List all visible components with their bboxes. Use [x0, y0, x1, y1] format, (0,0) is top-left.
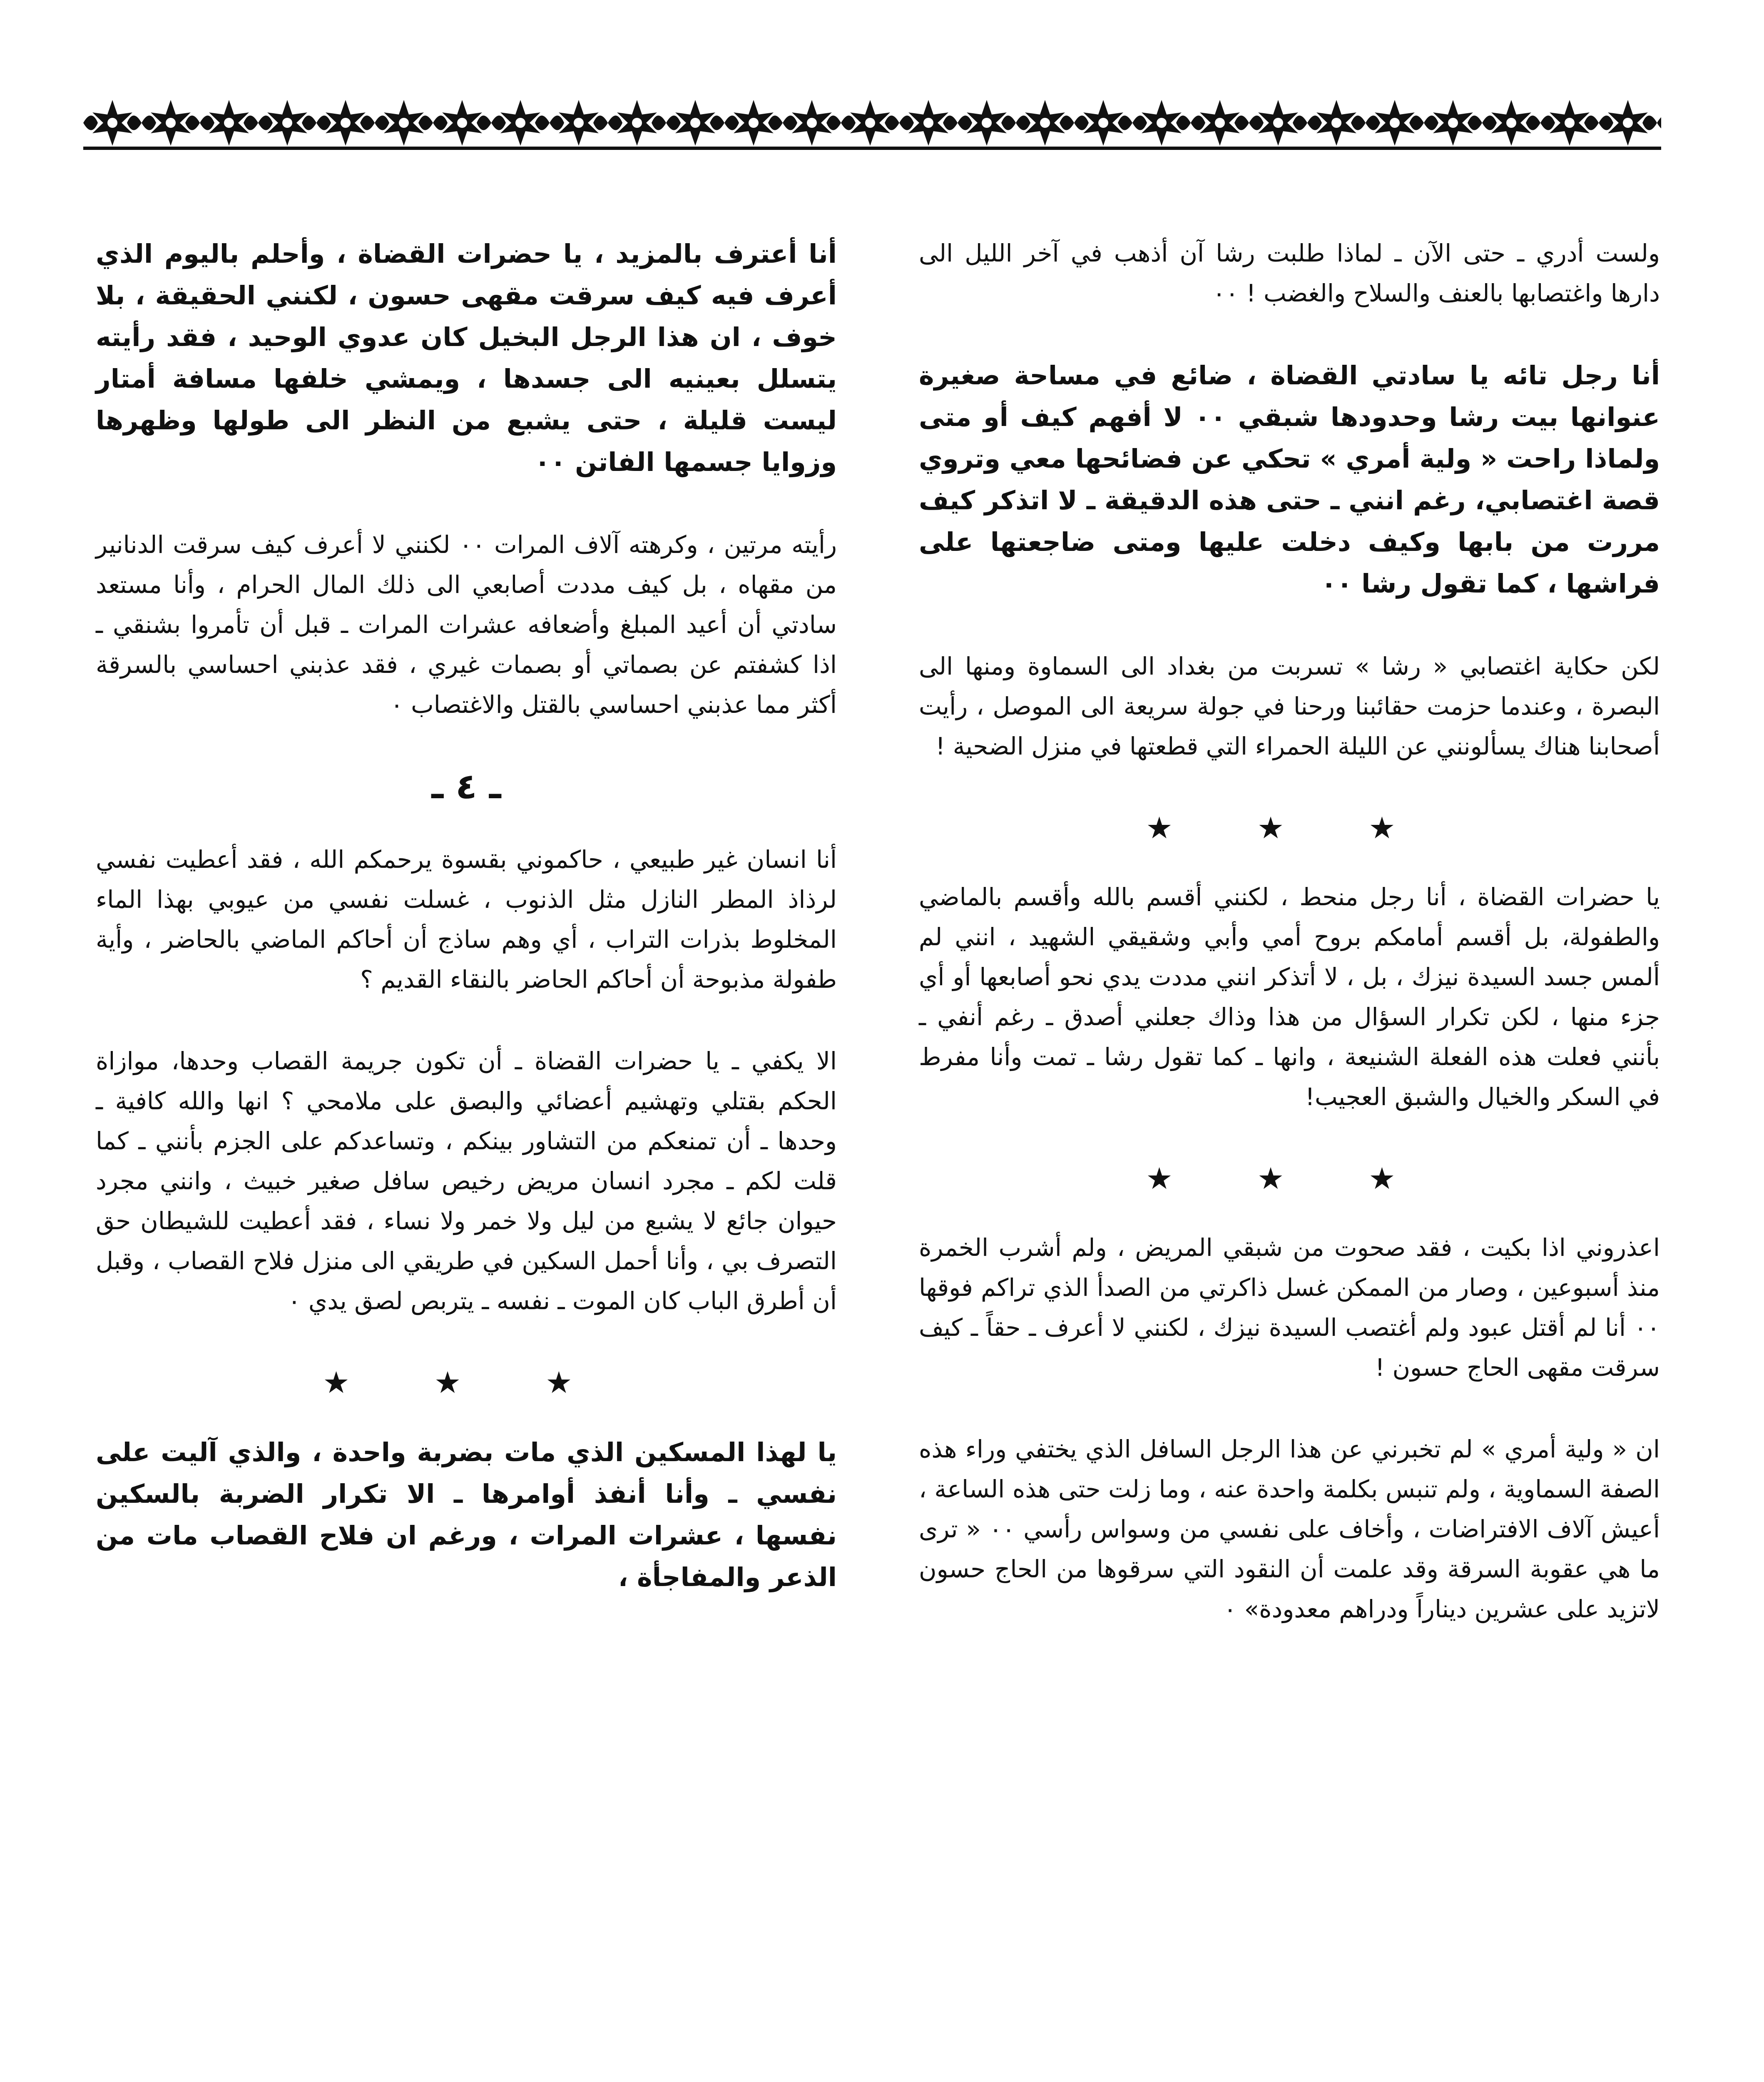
paragraph: ان « ولية أمري » لم تخبرني عن هذا الرجل السافل الذي يختفي وراء هذه الصفة السماوية ، ولم تنبس بكلمة واحدة عنه ، وما زلت حتى هذه الساعة ، أعيش آلاف الافتراضات ، وأخاف على نفسي من وسواس رأسي ٠٠ « ترى ما هي عقوبة السرقة وقد علمت أن النقود التي سرقوها من الحاج حسون لاتزيد على عشرين ديناراً ودراهم معدودة» ٠: [919, 1435, 1660, 1623]
section-separator-stars: ★ ★ ★: [1146, 1161, 1433, 1196]
right-column: [919, 233, 1660, 1671]
section-separator-stars: ★ ★ ★: [1146, 810, 1433, 845]
paragraph-bold: يا لهذا المسكين الذي مات بضربة واحدة ، والذي آليت على نفسي ـ وأنا أنفذ أوامرها ـ الا تكرار الضربة بالسكين نفسها ، عشرات المرات ، ورغم ان فلاح القصاب مات من الذعر والمفاجأة ،: [96, 1437, 837, 1592]
left-column: [96, 233, 837, 1640]
paragraph: أنا انسان غير طبيعي ، حاكموني بقسوة يرحمكم الله ، فقد أعطيت نفسي لرذاذ المطر النازل مثل الذنوب ، غسلت نفسي من عيوبي بهذا الماء المخلوط بذرات التراب ، أي وهم ساذج أن أحاكم الماضي بالحاضر ، وأية طفولة مذبوحة أن أحاكم الحاضر بالنقاء القديم ؟: [96, 845, 837, 994]
paragraph: لكن حكاية اغتصابي « رشا » تسربت من بغداد الى السماوة ومنها الى البصرة ، وعندما حزمت حقائبنا ورحنا في جولة سريعة الى الموصل ، رأيت أصحابنا هناك يسألونني عن الليلة الحمراء التي قطعتها في منزل الضحية !: [919, 652, 1660, 760]
paragraph-bold: أنا أعترف بالمزيد ، يا حضرات القضاة ، وأحلم باليوم الذي أعرف فيه كيف سرقت مقهى حسون ، لكنني الحقيقة ، بلا خوف ، ان هذا الرجل البخيل كان عدوي الوحيد ، فقد رأيته يتسلل بعينيه الى جسدها ، ويمشي خلفها مسافة أمتار ليست قليلة ، حتى يشبع من النظر الى طولها وظهرها وزوايا جسمها الفاتن ٠٠: [96, 239, 837, 477]
paragraph: رأيته مرتين ، وكرهته آلاف المرات ٠٠ لكنني لا أعرف كيف سرقت الدنانير من مقهاه ، بل كيف مددت أصابعي الى ذلك المال الحرام ، وأنا مستعد سادتي أن أعيد المبلغ وأضعافه عشرات المرات ـ قبل أن تأمروا بشنقي ـ اذا كشفتم عن بصماتي أو بصمات غيري ، فقد عذبني احساسي بالسرقة أكثر مما عذبني احساسي بالقتل والاغتصاب ٠: [96, 530, 837, 719]
section-number: ـ ٤ ـ: [431, 766, 501, 807]
section-separator-stars: ★ ★ ★: [323, 1365, 610, 1400]
paragraph: يا حضرات القضاة ، أنا رجل منحط ، لكنني أقسم بالله وأقسم بالماضي والطفولة، بل أقسم أمامكم بروح أمي وأبي وشقيقي الشهيد ، انني لم ألمس جسد السيدة نيزك ، بل ، لا أتذكر انني مددت يدي نحو أصابعها أو أي جزء منها ، لكن تكرار السؤال من هذا وذاك جعلني أصدق ـ رغم أنفي ـ بأنني فعلت هذه الفعلة الشنيعة ، وانها ـ كما تقول رشا ـ تمت وأنا مفرط في السكر والخيال والشبق العجيب!: [919, 883, 1660, 1111]
paragraph-bold: أنا رجل تائه يا سادتي القضاة ، ضائع في مساحة صغيرة عنوانها بيت رشا وحدودها شبقي ٠٠ لا أفهم كيف أو متى ولماذا راحت « ولية أمري » تحكي عن فضائحها معي وتروي قصة اغتصابي، رغم انني ـ حتى هذه الدقيقة ـ لا اتذكر كيف مررت من بابها وكيف دخلت عليها ومتى ضاجعتها على فراشها ، كما تقول رشا ٠٠: [919, 360, 1660, 599]
paragraph: اعذروني اذا بكيت ، فقد صحوت من شبقي المريض ، ولم أشرب الخمرة منذ أسبوعين ، وصار من الممكن غسل ذاكرتي من الصدأ الذي تراكم فوقها ٠٠ أنا لم أقتل عبود ولم أغتصب السيدة نيزك ، لكنني لا أعرف ـ حقاً ـ كيف سرقت مقهى الحاج حسون !: [919, 1233, 1660, 1382]
paragraph: ولست أدري ـ حتى الآن ـ لماذا طلبت رشا آن أذهب في آخر الليل الى دارها واغتصابها بالعنف والسلاح والغضب ! ٠٠: [919, 239, 1660, 307]
arabesque-border-icon: [83, 96, 1661, 150]
paragraph: الا يكفي ـ يا حضرات القضاة ـ أن تكون جريمة القصاب وحدها، موازاة الحكم بقتلي وتهشيم أعضائي والبصق على ملامحي ؟ انها والله كافية ـ وحدها ـ أن تمنعكم من التشاور بينكم ، وتساعدكم على الجزم بأنني ـ كما قلت لكم ـ مجرد انسان مريض رخيص سافل صغير خبيث ، وانني مجرد حيوان جائع لا يشبع من ليل ولا خمر ولا نساء ، فقد أعطيت للشيطان حق التصرف بي ، وأنا أحمل السكين في طريقي الى منزل فلاح القصاب ، وقبل أن أطرق الباب كان الموت ـ نفسه ـ يتربص لصق يدي ٠: [96, 1047, 837, 1315]
